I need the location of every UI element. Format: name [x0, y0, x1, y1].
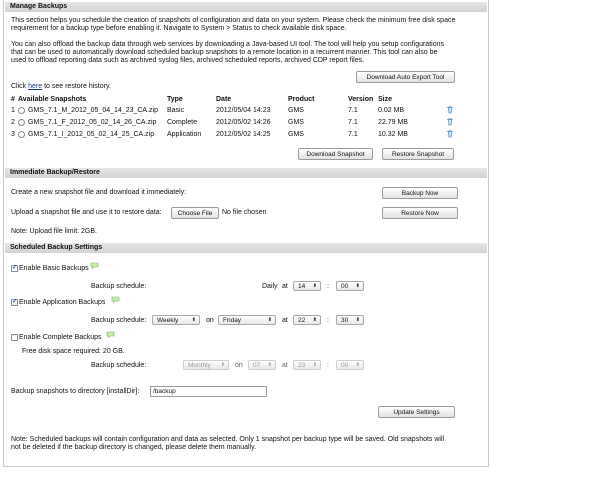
enable-complete-backups-label: Enable Complete Backups [19, 334, 102, 341]
col-size-header: Size [378, 96, 393, 103]
choose-file-button[interactable]: Choose File [171, 207, 219, 219]
create-snapshot-text: Create a new snapshot file and download it immediately: [11, 189, 187, 196]
manage-desc-line1: This section helps you schedule the creation of snapshots of configuration and data on your system. Please check the minimum free disk space [11, 17, 456, 24]
application-colon: : [327, 317, 329, 324]
no-file-chosen-text: No file chosen [222, 209, 267, 216]
application-at-label: at [282, 317, 288, 324]
row1-size: 0.02 MB [378, 107, 405, 114]
upload-snapshot-text: Upload a snapshot file and use it to restore data: [11, 209, 162, 216]
complete-info-bubble-icon[interactable] [106, 331, 115, 338]
complete-minute-select[interactable]: 00 ⬍ [336, 360, 364, 370]
col-type-header: Type [167, 96, 183, 103]
row3-version: 7.1 [348, 131, 358, 138]
row1-radio[interactable] [18, 107, 25, 114]
row3-product: GMS [288, 131, 304, 138]
row3-num: 3 [11, 131, 15, 138]
col-version-header: Version [348, 96, 374, 103]
row1-product: GMS [288, 107, 304, 114]
application-schedule-label: Backup schedule: [91, 317, 147, 324]
row3-type: Application [167, 131, 202, 138]
row3-date: 2012/05/02 14:25 [216, 131, 271, 138]
enable-basic-backups-label: Enable Basic Backups [19, 265, 89, 272]
row1-version: 7.1 [348, 107, 358, 114]
application-on-label: on [206, 317, 214, 324]
basic-info-bubble-icon[interactable] [90, 262, 99, 269]
col-snapshot-header: Available Snapshots [18, 96, 87, 103]
row1-num: 1 [11, 107, 15, 114]
application-day-select[interactable]: Friday ⬍ [218, 315, 276, 325]
backup-directory-label: Backup snapshots to directory [installDir]: [11, 388, 140, 395]
manage-desc-line2: requirement for a backup type before enabling it. Navigate to System > Status to check available disk space. [11, 25, 347, 32]
col-product-header: Product [288, 96, 315, 103]
complete-on-label: on [235, 362, 243, 369]
restore-snapshot-button[interactable]: Restore Snapshot [382, 148, 454, 160]
col-num-header: # [11, 96, 15, 103]
restore-now-button[interactable]: Restore Now [382, 207, 458, 219]
enable-application-backups-label: Enable Application Backups [19, 299, 106, 306]
row2-type: Complete [167, 119, 197, 126]
row1-delete-icon[interactable] [446, 106, 454, 114]
row3-radio[interactable] [18, 131, 25, 138]
basic-colon: : [327, 283, 329, 290]
row1-name: GMS_7.1_M_2012_05_04_14_23_CA.zip [28, 107, 158, 114]
download-snapshot-button[interactable]: Download Snapshot [298, 148, 373, 160]
complete-colon: : [327, 362, 329, 369]
complete-frequency-select[interactable]: Monthly ⬍ [183, 360, 229, 370]
complete-hour-select[interactable]: 23 ⬍ [293, 360, 321, 370]
immediate-backup-header: Immediate Backup/Restore [5, 168, 487, 178]
row3-name: GMS_7.1_I_2012_05_02_14_25_CA.zip [28, 131, 155, 138]
scheduled-note-line1: Note: Scheduled backups will contain configuration and data as selected. Only 1 snapshot per backup type will be saved. Old snapshots will [11, 436, 445, 443]
row2-size: 22.79 MB [378, 119, 408, 126]
update-settings-button[interactable]: Update Settings [378, 406, 455, 418]
backup-panel [3, 0, 489, 467]
restore-history-link[interactable]: here [28, 83, 43, 90]
enable-basic-backups-checkbox[interactable]: ✓ [12, 265, 18, 271]
manage-desc-line3: You can also offload the backup data through web services by downloading a Java-based UI tool. The tool will help you setup configurations [11, 41, 444, 48]
restore-history-text: Click here to see restore history. [11, 83, 111, 90]
row2-delete-icon[interactable] [446, 118, 454, 126]
scheduled-note-line2: not be deleted if the backup directory is changed, please delete them manually. [11, 444, 257, 451]
scheduled-backup-header: Scheduled Backup Settings [5, 243, 487, 253]
row2-name: GMS_7.1_F_2012_05_02_14_26_CA.zip [28, 119, 157, 126]
row1-type: Basic [167, 107, 185, 114]
complete-schedule-label: Backup schedule: [91, 362, 147, 369]
row3-delete-icon[interactable] [446, 130, 454, 138]
backup-directory-input[interactable]: /backup [150, 386, 267, 397]
row3-size: 10.32 MB [378, 131, 408, 138]
enable-application-backups-checkbox[interactable]: ✓ [12, 299, 18, 305]
row2-date: 2012/05/02 14:26 [216, 119, 271, 126]
basic-schedule-label: Backup schedule: [91, 283, 147, 290]
basic-hour-select[interactable]: 14 ⬍ [293, 281, 321, 291]
basic-at-label: at [282, 283, 288, 290]
manage-desc-line5: used to offload reporting data such as archived syslog files, archived scheduled reports, archived CDP report files. [11, 57, 365, 64]
manage-desc-line4: that can be used to automatically download scheduled backup snapshots to a remote location in a recurrent manner. This tool can also be [11, 49, 438, 56]
row2-version: 7.1 [348, 119, 358, 126]
basic-frequency-text: Daily [262, 283, 278, 290]
row2-product: GMS [288, 119, 304, 126]
complete-at-label: at [282, 362, 288, 369]
row2-num: 2 [11, 119, 15, 126]
upload-limit-note: Note: Upload file limit: 2GB. [11, 228, 97, 235]
backup-now-button[interactable]: Backup Now [382, 187, 458, 199]
manage-backups-header: Manage Backups [5, 2, 487, 12]
row1-date: 2012/05/04 14:23 [216, 107, 271, 114]
application-info-bubble-icon[interactable] [111, 296, 120, 303]
col-date-header: Date [216, 96, 232, 103]
application-minute-select[interactable]: 30 ⬍ [336, 315, 364, 325]
complete-disk-space-text: Free disk space required: 20 GB. [22, 348, 125, 355]
basic-minute-select[interactable]: 00 ⬍ [336, 281, 364, 291]
download-auto-export-tool-button[interactable]: Download Auto Export Tool [356, 71, 455, 83]
application-hour-select[interactable]: 22 ⬍ [293, 315, 321, 325]
enable-complete-backups-checkbox[interactable] [11, 334, 18, 341]
application-frequency-select[interactable]: Weekly ⬍ [152, 315, 200, 325]
complete-day-select[interactable]: 07 ⬍ [248, 360, 276, 370]
row2-radio[interactable] [18, 119, 25, 126]
